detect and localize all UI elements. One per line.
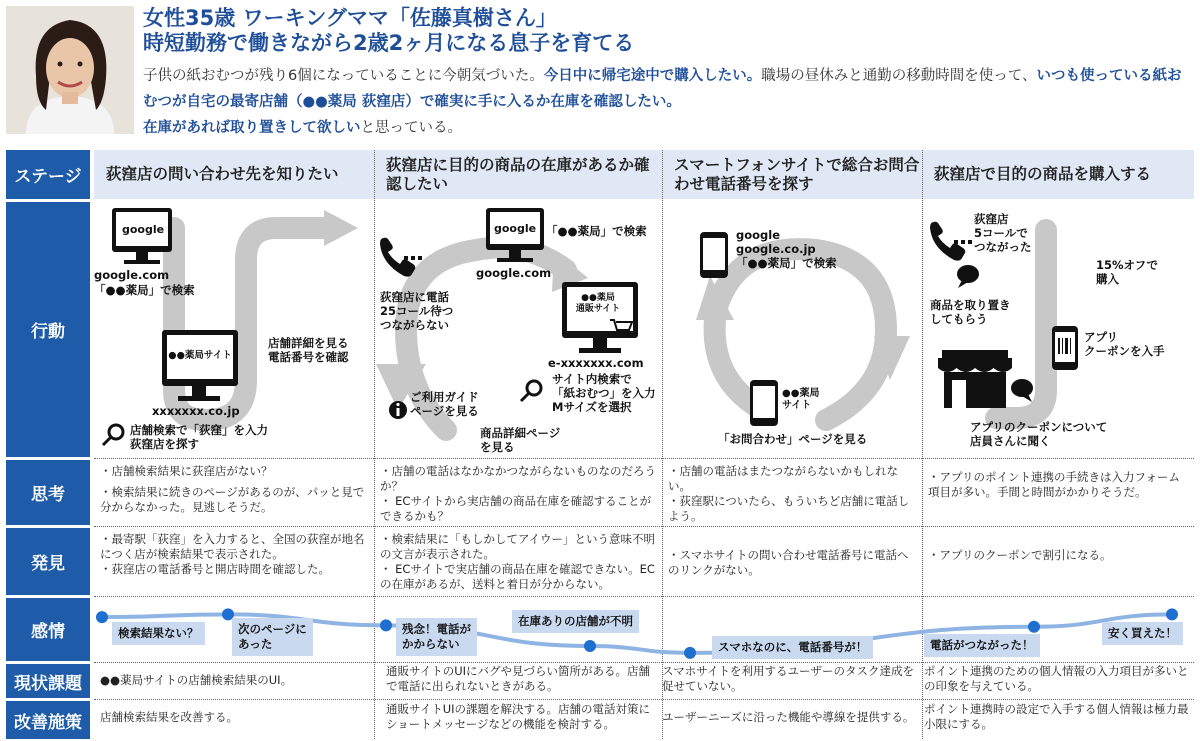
action-guide-page: ご利用ガイド ページを見る — [410, 390, 479, 418]
emotion-label: 残念！電話が かからない — [396, 618, 477, 656]
action-search: 「●●薬局」で検索 — [94, 283, 195, 297]
thought-item: ・店舗の電話はまたつながらないかもしれない。 — [668, 464, 898, 493]
improvement-cell-2: 通販サイトUIの課題を解決する。店舗の電話対策にショートメッセージなどの機能を検討する。 — [386, 702, 651, 731]
persona-title-line1: 女性35歳 ワーキングママ「佐藤真樹さん」 — [143, 6, 557, 30]
thought-item: ・アプリのポイント連携の手続きは入力フォーム項目が多い。手間と時間がかかりそうだ。 — [928, 470, 1180, 499]
finding-item: ・検索結果に「もしかしてアイウー」という意味不明の文言が表示された。 — [380, 532, 655, 561]
action-site-search: サイト内検索で 「紙おむつ」を入力 Mサイズを選択 — [552, 372, 656, 414]
thought-item: ・店舗検索結果に荻窪店がない？ — [100, 464, 273, 478]
journey-map — [6, 150, 1194, 739]
persona-desc-2: 今日中に帰宅途中で購入したい。 — [543, 68, 762, 84]
row-header-thought: 思考 — [6, 460, 90, 525]
finding-item: ・アプリのクーポンで割引になる。 — [928, 548, 1112, 562]
row-header-emotion: 感情 — [6, 598, 90, 661]
persona-desc-5: 在庫があれば取り置きして欲しい — [143, 120, 361, 136]
action-google-url: google.com — [94, 268, 170, 282]
emotion-point — [96, 611, 108, 623]
row-header-improvement: 改善施策 — [6, 701, 90, 739]
action-contact-page: 「お問合わせ」ページを見る — [718, 432, 868, 446]
issue-cell-3: スマホサイトを利用するユーザーのタスク達成を促せていない。 — [662, 664, 914, 693]
action-ec-url: e-xxxxxxx.com — [548, 356, 644, 370]
emotion-label: 安く買えた！ — [1102, 622, 1183, 645]
action-store-search: 店舗検索で「荻窪」を入力 荻窪店を探す — [130, 423, 268, 451]
finding-item: ・荻窪店の電話番号と開店時間を確認した。 — [100, 562, 330, 576]
row-header-finding: 発見 — [6, 528, 90, 595]
thought-item: ・店舗の電話はなかなかつながらないものなのだろうか？ — [380, 464, 656, 493]
stage-title-1: 荻窪店の問い合わせ先を知りたい — [106, 165, 339, 183]
improvement-cell-1: 店舗検索結果を改善する。 — [100, 710, 238, 724]
issue-cell-4: ポイント連携のための個人情報の入力項目が多いとの印象を与えている。 — [924, 664, 1189, 693]
emotion-point — [584, 640, 596, 652]
action-site-url: xxxxxxx.co.jp — [152, 404, 240, 418]
finding-item: ・ ECサイトで実店舗の商品在庫を確認できない。ECの在庫があるが、送料と着日が分からない。 — [380, 562, 655, 591]
action-get-coupon: アプリ クーポンを入手 — [1084, 330, 1165, 358]
persona-description — [143, 63, 1193, 141]
emotion-label: 在庫ありの店舗が不明 — [512, 610, 639, 633]
monitor-screen-google: google — [493, 222, 537, 235]
monitor-screen-google: google — [121, 223, 165, 236]
action-google-url: google.com — [476, 266, 552, 280]
action-google-search: google google.co.jp 「●●薬局」で検索 — [736, 228, 837, 270]
persona-title — [143, 6, 1193, 56]
emotion-label: 検索結果ない？ — [112, 622, 205, 645]
emotion-label: スマホなのに、電話番号が！ — [712, 636, 873, 659]
improvement-cell-4: ポイント連携時の設定で入手する個人情報は極力最小限にする。 — [924, 702, 1189, 731]
emotion-label: 電話がつながった！ — [924, 634, 1040, 657]
action-call-store: 荻窪店に電話 25コール待つ つながらない — [380, 290, 454, 332]
stage-title-3: スマートフォンサイトで総合お問合わせ電話番号を探す — [674, 155, 920, 193]
action-search: 「●●薬局」で検索 — [546, 224, 647, 238]
persona-avatar-icon — [6, 6, 134, 134]
stage-title-2: 荻窪店に目的の商品の在庫があるか確認したい — [386, 155, 650, 193]
thought-item: ・ ECサイトから実店舗の商品在庫を確認することができるかも？ — [380, 494, 652, 523]
persona-title-line2: 時短勤務で働きながら2歳2ヶ月になる息子を育てる — [143, 31, 635, 55]
smartphone-screen-site: ●●薬局 サイト — [782, 388, 820, 411]
improvement-cell-3: ユーザーニーズに沿った機能や導線を提供する。 — [662, 710, 915, 724]
action-product-page: 商品詳細ページ を見る — [480, 426, 561, 454]
action-discount: 15%オフで 購入 — [1096, 258, 1159, 286]
persona-desc-4: いつも使っている紙おむつが自宅の最寄店舗（●●薬局 荻窪店）で確実に手に入るか在庫を確認したい。 — [143, 68, 1182, 110]
issue-cell-2: 通販サイトのUIにバグや見づらい箇所がある。店舗で電話に出られないときがある。 — [386, 664, 651, 693]
stage-title-4: 荻窪店で目的の商品を購入する — [934, 165, 1152, 183]
action-store-detail: 店舗詳細を見る 電話番号を確認 — [268, 336, 349, 364]
action-ask-staff: アプリのクーポンについて 店員さんに聞く — [970, 420, 1108, 448]
emotion-point — [380, 619, 392, 631]
row-header-issue: 現状課題 — [6, 664, 90, 698]
persona-desc-3: 職場の昼休みと通勤の移動時間を使って、 — [761, 68, 1037, 84]
action-call-connected: 荻窪店 5コールで つながった — [974, 212, 1032, 254]
emotion-point — [1028, 621, 1040, 633]
emotion-point — [684, 647, 696, 659]
monitor-screen-ec: ●●薬局 通販サイト — [575, 293, 621, 314]
row-header-stage: ステージ — [6, 150, 90, 199]
issue-cell-1: ●●薬局サイトの店舗検索結果のUI。 — [100, 673, 293, 687]
action-hold-item: 商品を取り置き してもらう — [930, 298, 1011, 326]
emotion-point — [1166, 608, 1178, 620]
thought-item: ・荻窪駅についたら、もういちど店舗に電話しよう。 — [668, 494, 910, 523]
finding-item: ・最寄駅「荻窪」を入力すると、全国の荻窪が地名につく店が検索結果で表示された。 — [100, 532, 365, 561]
monitor-screen-site: ●●薬局サイト — [168, 350, 232, 361]
emotion-label: 次のページに あった — [232, 618, 313, 656]
persona-photo — [6, 6, 134, 134]
persona-desc-6: と思っている。 — [360, 120, 462, 136]
row-header-action: 行動 — [6, 202, 90, 457]
thought-item: ・検索結果に続きのページがあるのが、パッと見で分からなかった。見逃しそうだ。 — [100, 485, 365, 514]
persona-desc-1: 子供の紙おむつが残り6個になっていることに今朝気づいた。 — [143, 68, 544, 84]
finding-item: ・スマホサイトの問い合わせ電話番号に電話へのリンクがない。 — [668, 548, 909, 577]
